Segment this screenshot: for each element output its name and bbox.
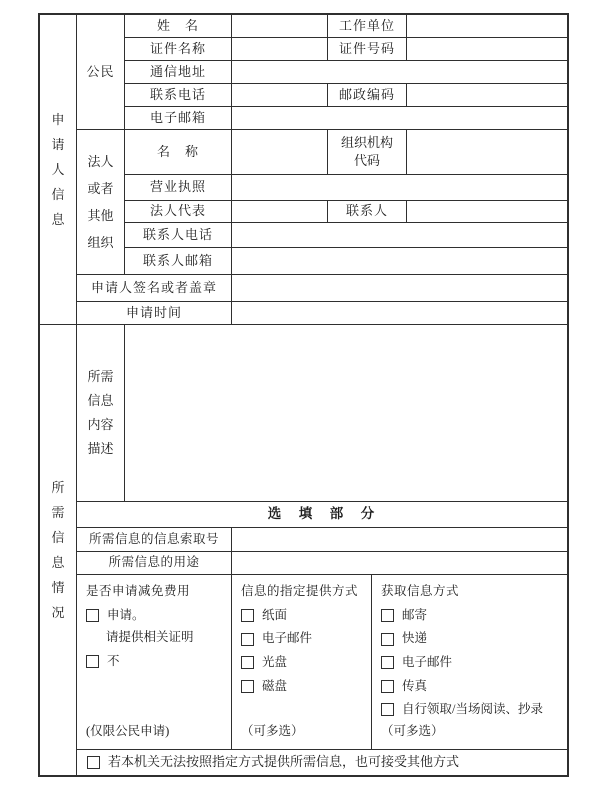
work-unit-value-cell[interactable] [407, 15, 567, 38]
fee-waiver-column [77, 575, 232, 750]
org-name-value-cell[interactable] [232, 130, 328, 175]
obtain-method-option-fax[interactable]: 传真 [381, 679, 427, 695]
contact-person-label: 联系人 [328, 201, 407, 223]
id-number-value-cell[interactable] [407, 38, 567, 61]
obtain-method-option-email[interactable]: 电子邮件 [381, 655, 452, 671]
email-label: 电子邮箱 [125, 107, 232, 130]
name-label: 姓 名 [125, 15, 232, 38]
fee-waiver-apply-note: 请提供相关证明 [106, 630, 194, 645]
name-value-cell[interactable] [232, 15, 328, 38]
fee-waiver-apply-label: 申请。 [107, 607, 145, 622]
fee-waiver-apply-checkbox[interactable] [86, 609, 99, 622]
provide-method-option-paper[interactable]: 纸面 [241, 608, 287, 624]
provide-method-option-disk[interactable]: 磁盘 [241, 679, 287, 695]
address-label: 通信地址 [125, 61, 232, 84]
obtain-express-checkbox[interactable] [381, 633, 394, 646]
citizen-group-label: 公民 [77, 15, 125, 130]
id-type-label: 证件名称 [125, 38, 232, 61]
contact-email-value-cell[interactable] [232, 248, 567, 275]
provide-method-option-email[interactable]: 电子邮件 [241, 631, 312, 647]
index-number-label: 所需信息的信息索取号 [77, 528, 232, 552]
email-value-cell[interactable] [232, 107, 567, 130]
purpose-label: 所需信息的用途 [77, 552, 232, 575]
index-number-value-cell[interactable] [232, 528, 567, 552]
apply-time-label: 申请时间 [77, 302, 232, 325]
license-label: 营业执照 [125, 175, 232, 201]
apply-time-value-cell[interactable] [232, 302, 567, 325]
phone-value-cell[interactable] [232, 84, 328, 107]
obtain-mail-checkbox[interactable] [381, 609, 394, 622]
fee-waiver-decline-checkbox[interactable] [86, 655, 99, 668]
contact-person-value-cell[interactable] [407, 201, 567, 223]
fallback-option-label: 若本机关无法按照指定方式提供所需信息，也可接受其他方式 [108, 754, 460, 770]
provide-paper-checkbox[interactable] [241, 609, 254, 622]
fallback-option-checkbox[interactable] [87, 756, 100, 769]
organization-group-label: 法人或者其他组织 [77, 130, 125, 275]
postcode-value-cell[interactable] [407, 84, 567, 107]
org-code-value-cell[interactable] [407, 130, 567, 175]
provide-disk-checkbox[interactable] [241, 680, 254, 693]
id-number-label: 证件号码 [328, 38, 407, 61]
obtain-method-footnote: （可多选） [381, 724, 444, 739]
fee-waiver-footnote: (仅限公民申请) [86, 724, 170, 739]
legal-rep-value-cell[interactable] [232, 201, 328, 223]
optional-part-header: 选 填 部 分 [77, 502, 567, 528]
fee-waiver-decline-label: 不 [107, 653, 120, 668]
provide-cd-checkbox[interactable] [241, 656, 254, 669]
provide-email-checkbox[interactable] [241, 633, 254, 646]
contact-phone-label: 联系人电话 [125, 223, 232, 248]
content-description-label: 所需信息内容描述 [77, 325, 125, 502]
phone-label: 联系电话 [125, 84, 232, 107]
address-value-cell[interactable] [232, 61, 567, 84]
obtain-method-option-express[interactable]: 快递 [381, 631, 427, 647]
fee-waiver-apply-option[interactable] [86, 608, 145, 624]
fallback-option-row[interactable] [77, 750, 567, 775]
license-value-cell[interactable] [232, 175, 567, 201]
obtain-method-option-pickup[interactable]: 自行领取/当场阅读、抄录 [381, 702, 543, 718]
provide-method-footnote: （可多选） [241, 724, 304, 739]
org-code-label: 组织机构代码 [328, 130, 407, 175]
application-form-table [38, 13, 569, 777]
obtain-method-option-mail[interactable]: 邮寄 [381, 608, 427, 624]
obtain-pickup-checkbox[interactable] [381, 703, 394, 716]
content-description-value-cell[interactable] [125, 325, 567, 502]
applicant-section-side-label: 申请人信息 [40, 15, 77, 325]
obtain-fax-checkbox[interactable] [381, 680, 394, 693]
org-name-label: 名 称 [125, 130, 232, 175]
postcode-label: 邮政编码 [328, 84, 407, 107]
obtain-method-title: 获取信息方式 [381, 584, 460, 598]
contact-email-label: 联系人邮箱 [125, 248, 232, 275]
provide-method-column [232, 575, 372, 750]
signature-value-cell[interactable] [232, 275, 567, 302]
contact-phone-value-cell[interactable] [232, 223, 567, 248]
signature-label: 申请人签名或者盖章 [77, 275, 232, 302]
provide-method-title: 信息的指定提供方式 [241, 584, 359, 598]
work-unit-label: 工作单位 [328, 15, 407, 38]
obtain-email-checkbox[interactable] [381, 656, 394, 669]
purpose-value-cell[interactable] [232, 552, 567, 575]
obtain-method-column [372, 575, 567, 750]
legal-rep-label: 法人代表 [125, 201, 232, 223]
id-type-value-cell[interactable] [232, 38, 328, 61]
request-section-side-label: 所需信息情况 [40, 325, 77, 775]
fee-waiver-title: 是否申请减免费用 [86, 584, 191, 598]
fee-waiver-decline-option[interactable] [86, 654, 120, 670]
provide-method-option-cd[interactable]: 光盘 [241, 655, 287, 671]
